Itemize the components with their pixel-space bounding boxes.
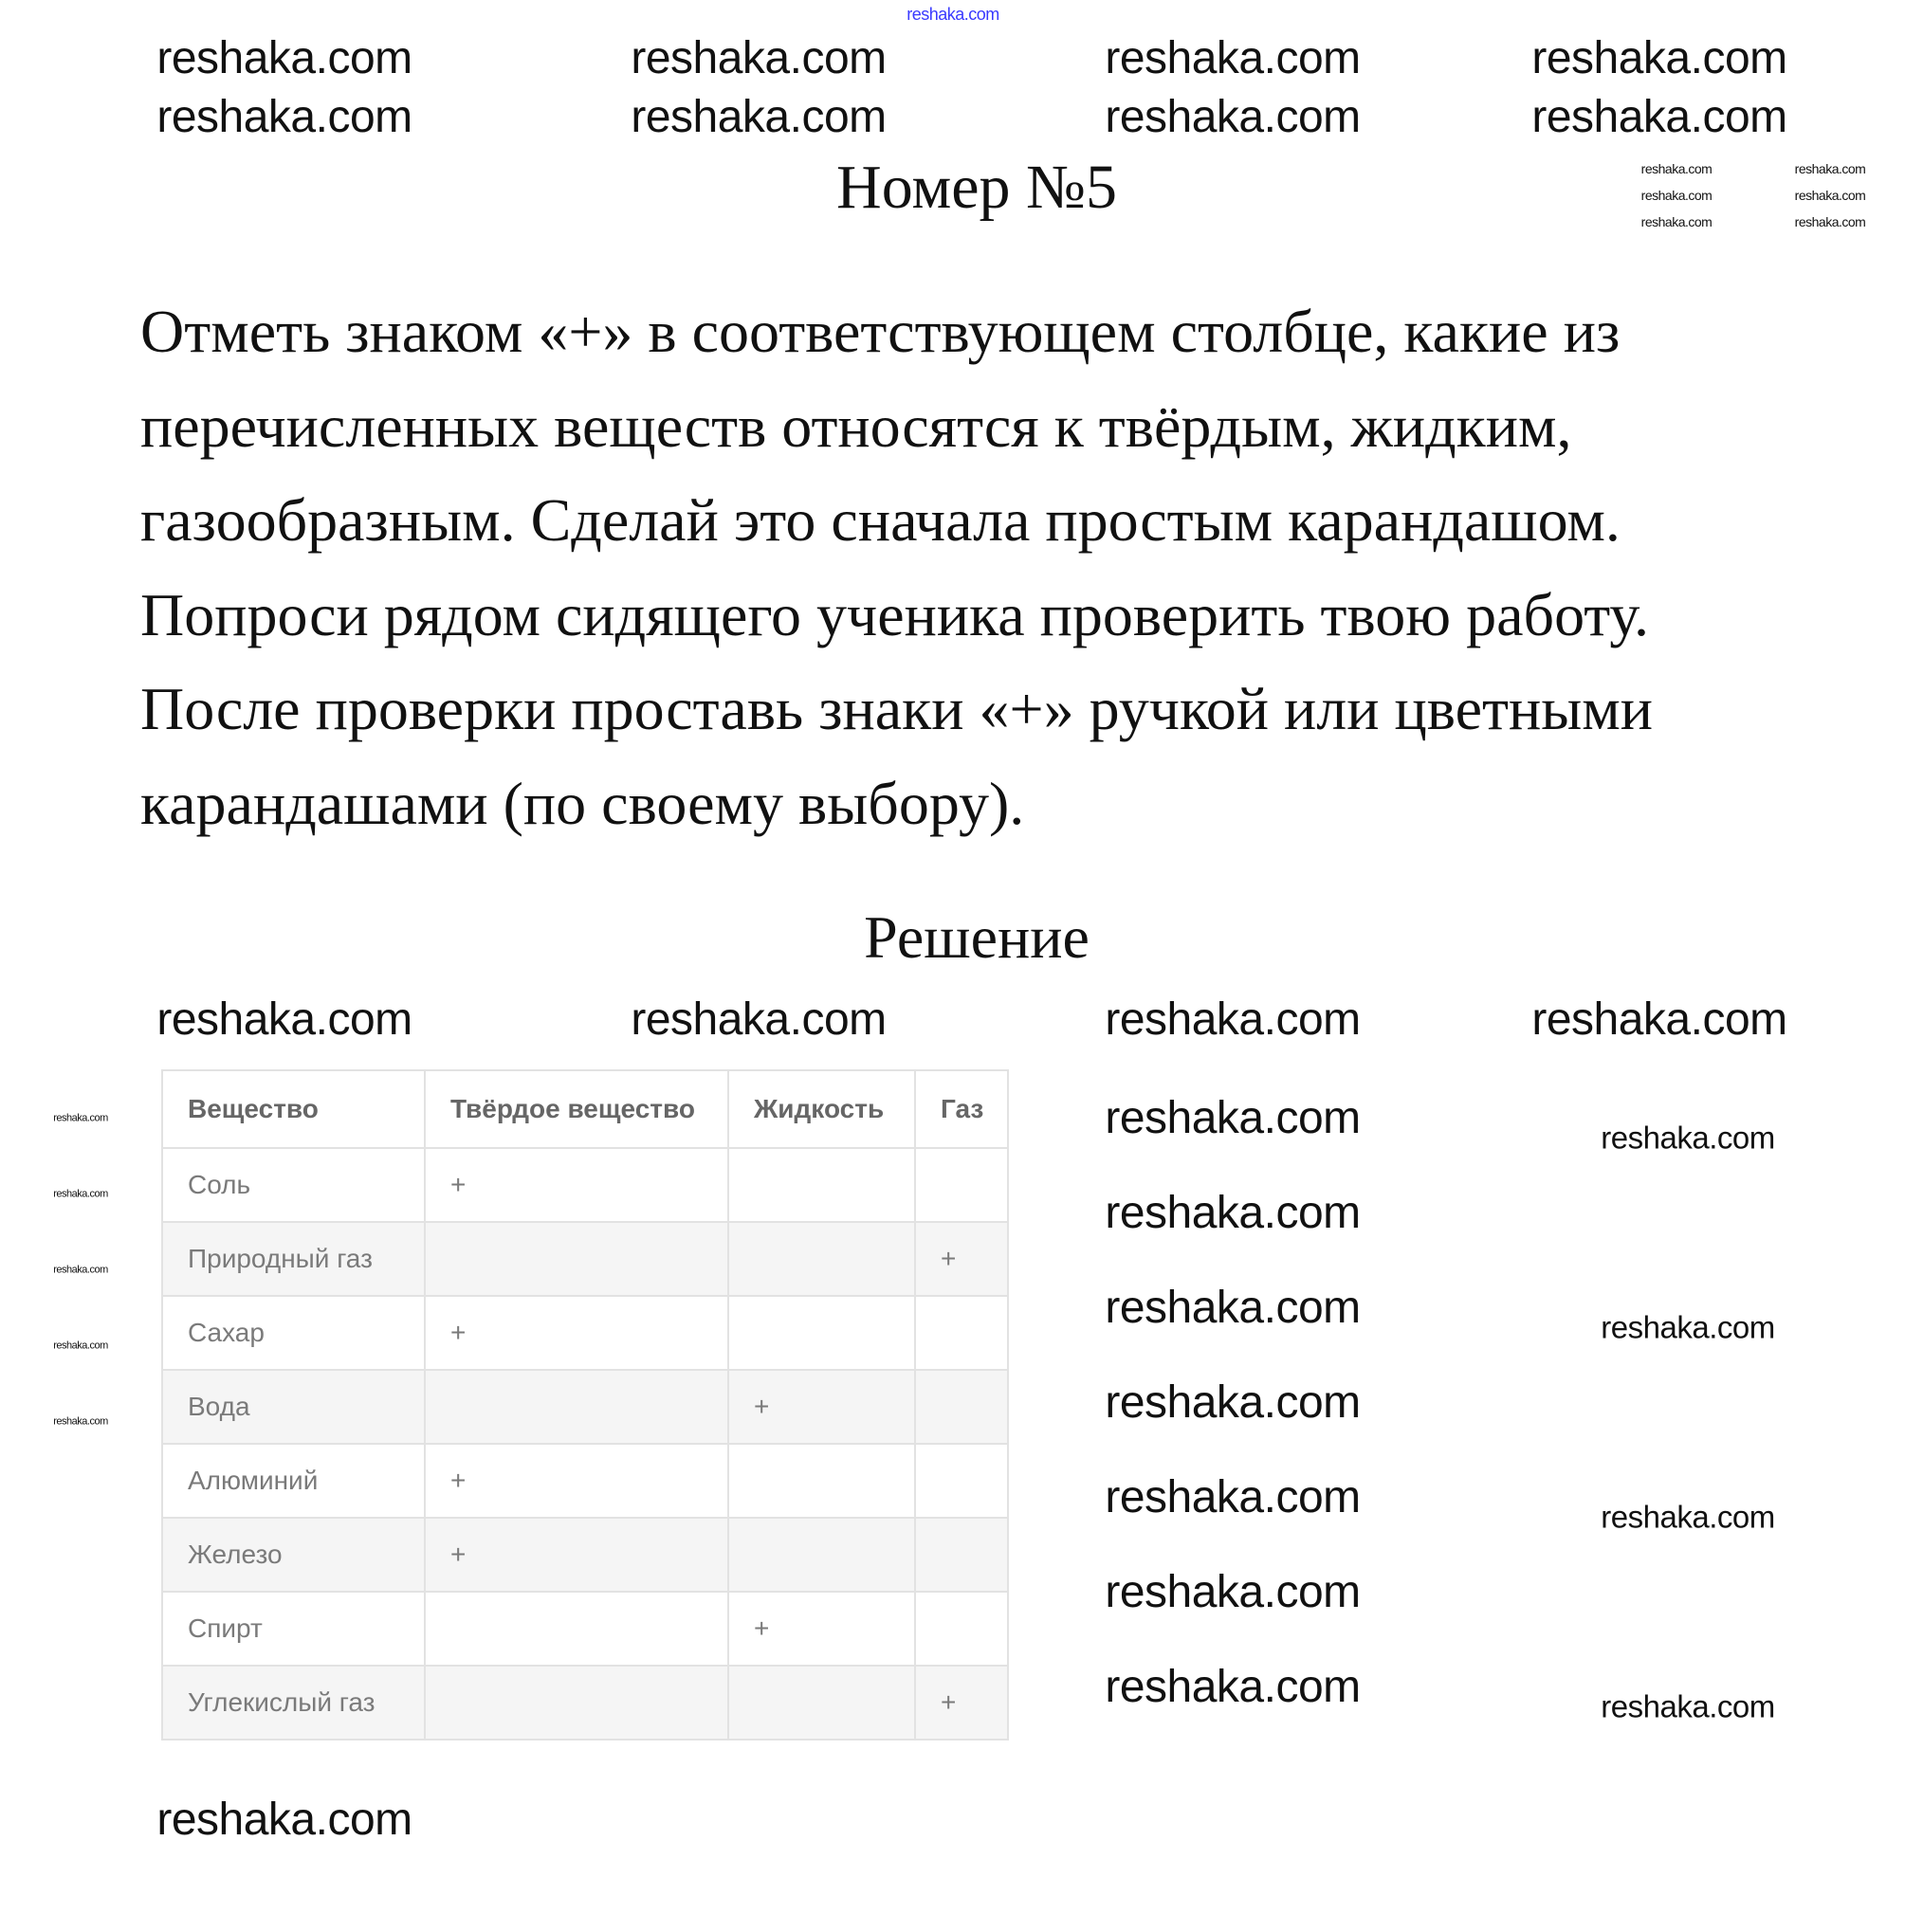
watermark: reshaka.com <box>53 1264 108 1276</box>
watermark: reshaka.com <box>53 1415 108 1428</box>
header-liquid: Жидкость <box>728 1070 915 1148</box>
watermark: reshaka.com <box>1105 1188 1361 1238</box>
substance-cell: Железо <box>162 1518 425 1592</box>
task-line: После проверки проставь знаки «+» ручкой или цветными <box>140 675 1653 742</box>
watermark: reshaka.com <box>1105 1662 1361 1712</box>
substance-cell: Сахар <box>162 1296 425 1370</box>
substance-cell: Вода <box>162 1370 425 1444</box>
watermark: reshaka.com <box>1105 33 1361 83</box>
watermark: reshaka.com <box>156 33 412 83</box>
watermark: reshaka.com <box>53 1188 108 1200</box>
mark-cell: + <box>425 1148 728 1222</box>
watermark: reshaka.com <box>1601 1120 1775 1156</box>
solution-heading: Решение <box>864 903 1090 971</box>
substance-cell: Спирт <box>162 1592 425 1666</box>
mark-cell: + <box>915 1222 1008 1296</box>
mark-cell <box>915 1444 1008 1518</box>
watermark: reshaka.com <box>1105 92 1361 142</box>
mark-cell <box>728 1666 915 1740</box>
page-title: Номер №5 <box>836 153 1117 222</box>
mark-cell <box>915 1296 1008 1370</box>
substance-cell: Природный газ <box>162 1222 425 1296</box>
mark-cell: + <box>728 1592 915 1666</box>
header-substance: Вещество <box>162 1070 425 1148</box>
mark-cell <box>728 1148 915 1222</box>
task-line: перечисленных веществ относятся к твёрдым, жидким, <box>140 392 1572 460</box>
watermark: reshaka.com <box>1531 994 1787 1045</box>
task-line: карандашами (по своему выбору). <box>140 769 1025 837</box>
mark-cell: + <box>915 1666 1008 1740</box>
mark-cell <box>915 1370 1008 1444</box>
watermark: reshaka.com <box>631 994 887 1045</box>
substance-cell: Алюминий <box>162 1444 425 1518</box>
task-line: Попроси рядом сидящего ученика проверить твою работу. <box>140 580 1649 648</box>
answer-table <box>161 1069 1009 1741</box>
watermark: reshaka.com <box>907 5 999 24</box>
watermark: reshaka.com <box>53 1112 108 1124</box>
mark-cell <box>425 1592 728 1666</box>
task-line: Отметь знаком «+» в соответствующем столбце, какие из <box>140 298 1621 365</box>
mark-cell <box>728 1518 915 1592</box>
watermark: reshaka.com <box>1640 161 1713 176</box>
task-line: газообразным. Сделай это сначала простым карандашом. <box>140 486 1621 554</box>
mark-cell <box>425 1666 728 1740</box>
header-gas: Газ <box>915 1070 1008 1148</box>
watermark: reshaka.com <box>53 1340 108 1352</box>
watermark: reshaka.com <box>1105 1567 1361 1617</box>
watermark: reshaka.com <box>156 1795 412 1845</box>
watermark: reshaka.com <box>631 33 887 83</box>
table-row <box>162 1222 1008 1296</box>
watermark: reshaka.com <box>631 92 887 142</box>
table-row <box>162 1592 1008 1666</box>
table-row <box>162 1444 1008 1518</box>
watermark: reshaka.com <box>1640 214 1713 229</box>
watermark: reshaka.com <box>1794 188 1866 203</box>
watermark: reshaka.com <box>1531 33 1787 83</box>
mark-cell <box>425 1370 728 1444</box>
table-header-row <box>162 1070 1008 1148</box>
watermark: reshaka.com <box>1531 92 1787 142</box>
watermark: reshaka.com <box>1640 188 1713 203</box>
table-row <box>162 1518 1008 1592</box>
mark-cell <box>728 1444 915 1518</box>
mark-cell <box>915 1592 1008 1666</box>
watermark: reshaka.com <box>1601 1688 1775 1724</box>
mark-cell: + <box>728 1370 915 1444</box>
substance-cell: Соль <box>162 1148 425 1222</box>
watermark: reshaka.com <box>1105 1283 1361 1333</box>
substance-cell: Углекислый газ <box>162 1666 425 1740</box>
watermark: reshaka.com <box>156 994 412 1045</box>
watermark: reshaka.com <box>1601 1499 1775 1535</box>
table-row <box>162 1148 1008 1222</box>
mark-cell: + <box>425 1444 728 1518</box>
mark-cell <box>425 1222 728 1296</box>
mark-cell <box>915 1148 1008 1222</box>
watermark: reshaka.com <box>156 92 412 142</box>
watermark: reshaka.com <box>1105 1377 1361 1428</box>
mark-cell: + <box>425 1518 728 1592</box>
mark-cell <box>728 1296 915 1370</box>
watermark: reshaka.com <box>1105 1472 1361 1522</box>
task-text <box>140 284 1904 850</box>
header-solid: Твёрдое вещество <box>425 1070 728 1148</box>
watermark: reshaka.com <box>1794 161 1866 176</box>
watermark: reshaka.com <box>1794 214 1866 229</box>
watermark: reshaka.com <box>1601 1309 1775 1345</box>
watermark: reshaka.com <box>1105 994 1361 1045</box>
mark-cell <box>728 1222 915 1296</box>
mark-cell: + <box>425 1296 728 1370</box>
table-row <box>162 1296 1008 1370</box>
table-row <box>162 1370 1008 1444</box>
table-row <box>162 1666 1008 1740</box>
mark-cell <box>915 1518 1008 1592</box>
watermark: reshaka.com <box>1105 1093 1361 1143</box>
